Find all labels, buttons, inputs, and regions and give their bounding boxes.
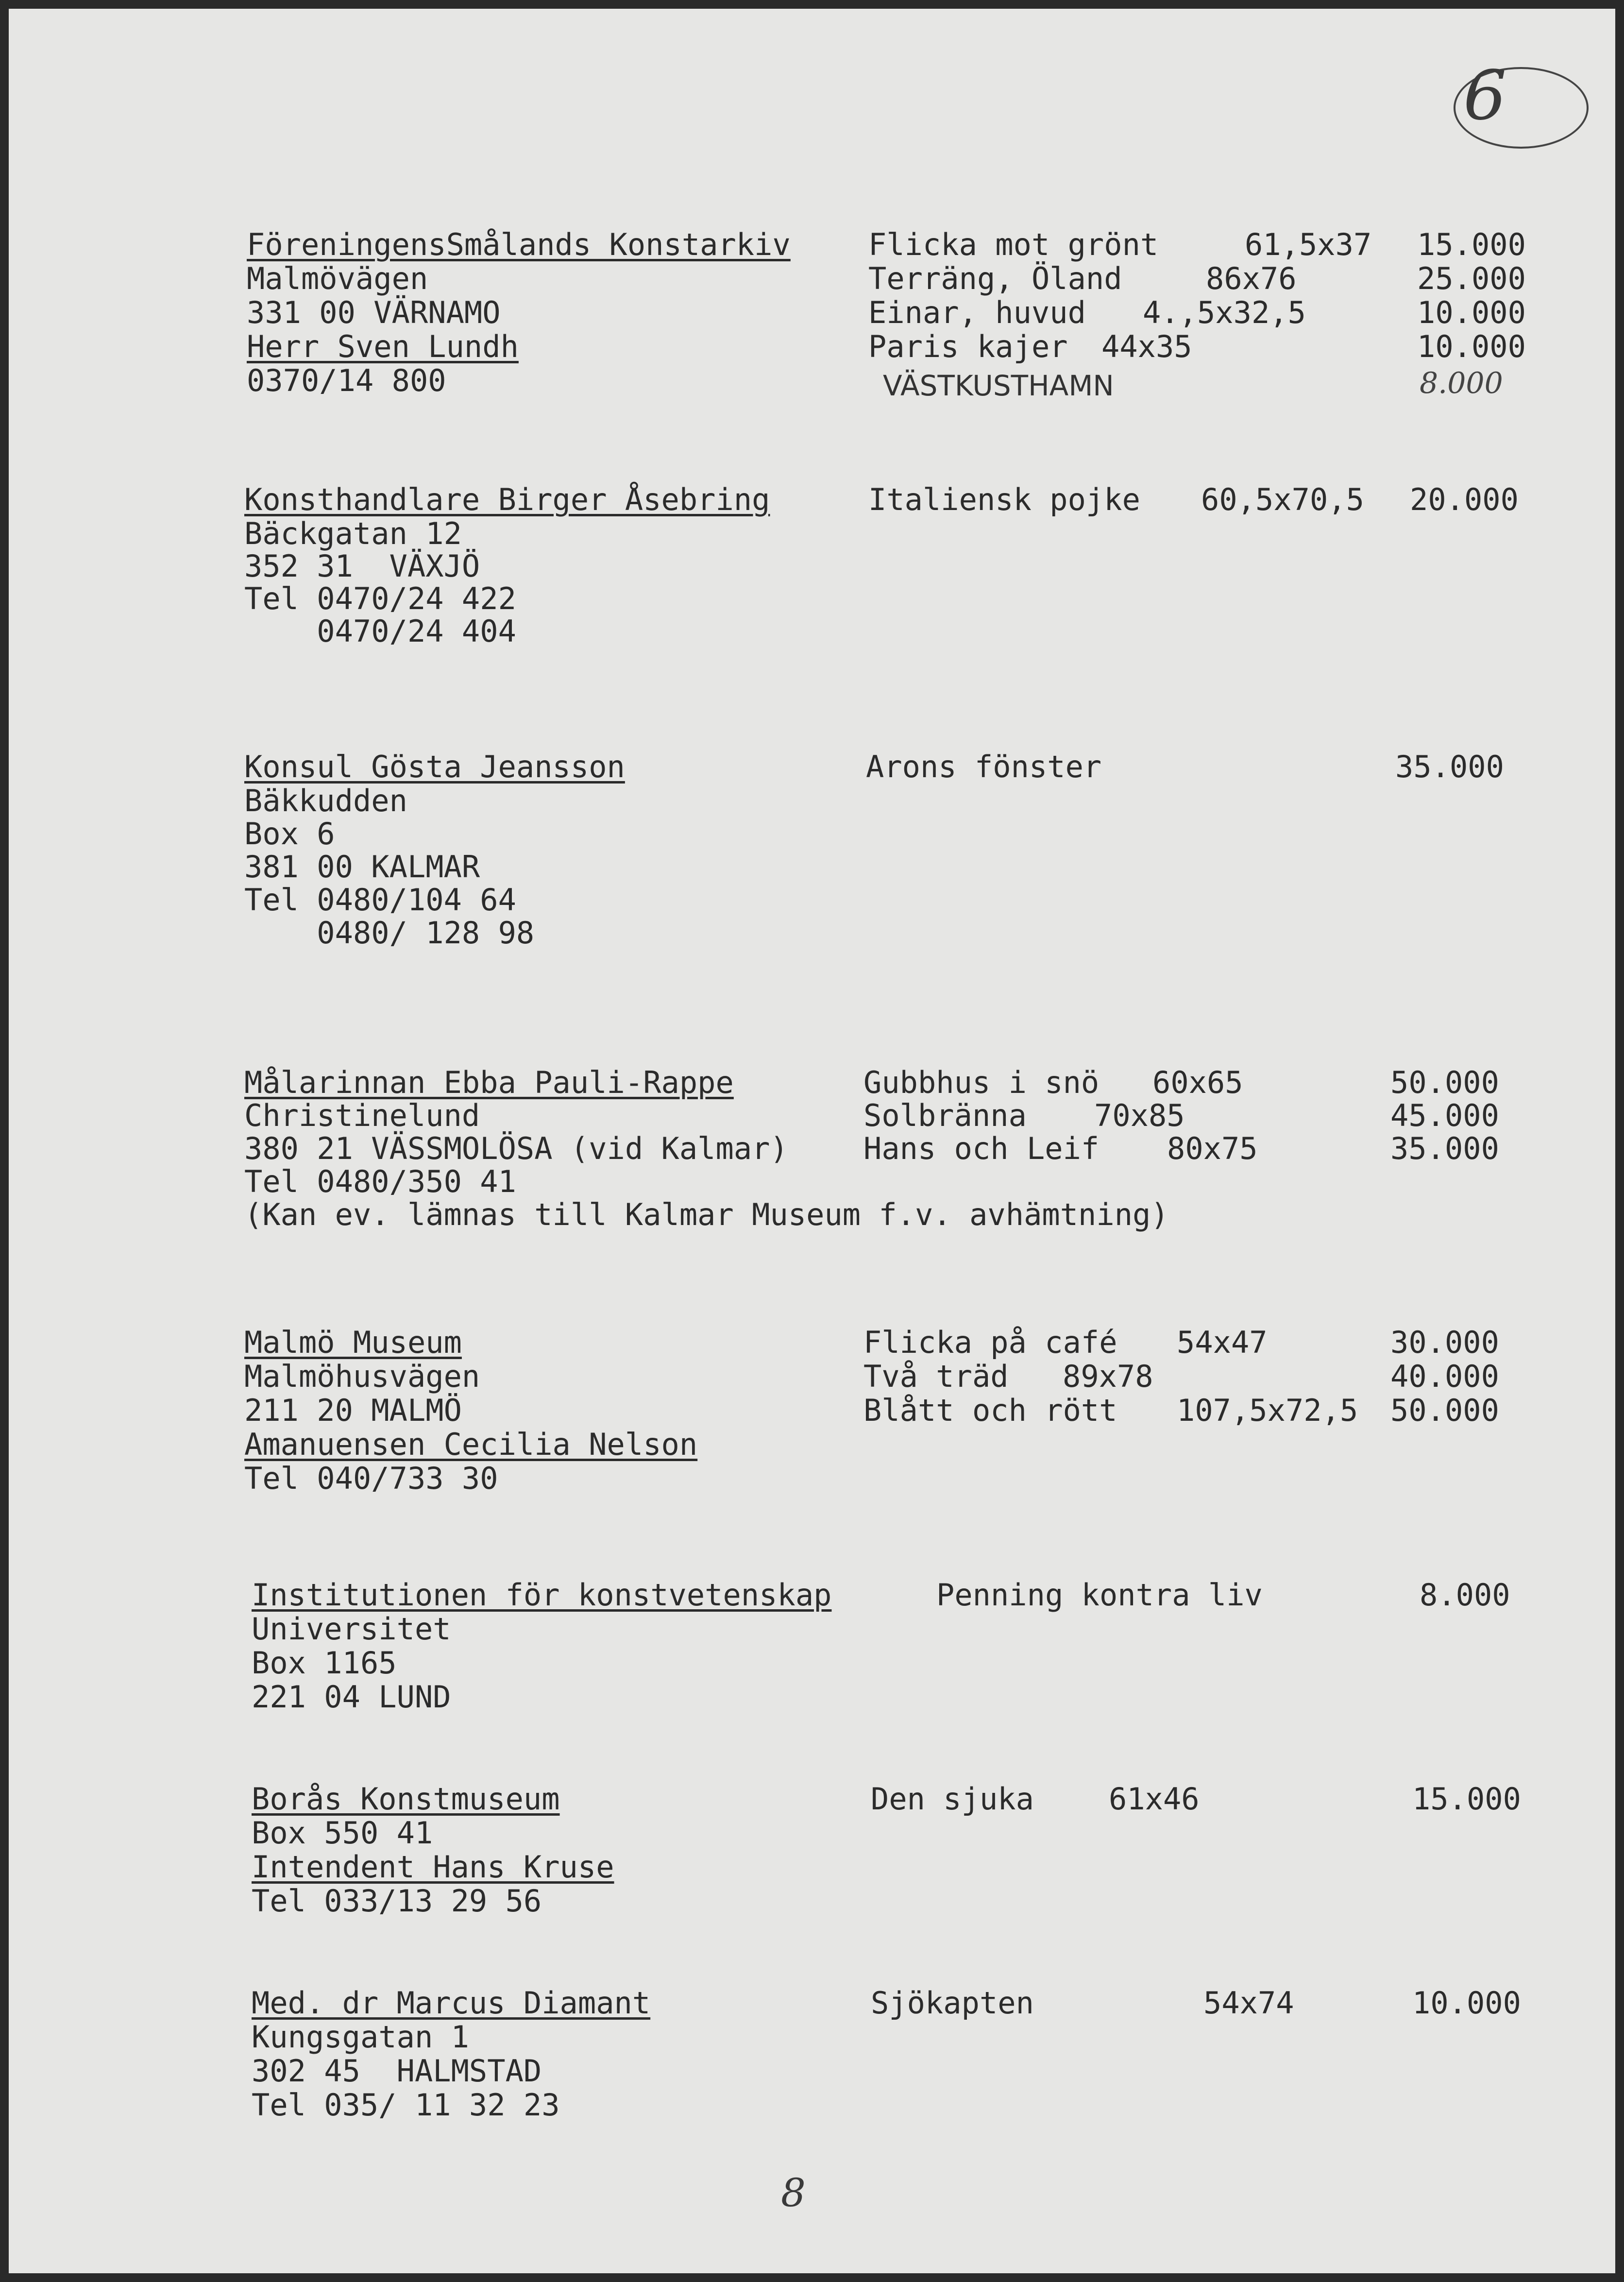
work-title: Arons fönster <box>866 749 1102 784</box>
address-line: 381 00 KALMAR <box>244 849 480 885</box>
work-size: 54x74 <box>1203 1985 1294 2021</box>
phone-line: Tel 0470/24 422 <box>244 581 516 616</box>
phone-line: Tel 033/13 29 56 <box>252 1883 542 1919</box>
work-price: 20.000 <box>1410 482 1519 517</box>
address-line: 221 04 LUND <box>252 1679 451 1715</box>
phone-line: 0480/ 128 98 <box>244 915 535 951</box>
lender-name: Malmö Museum <box>244 1325 462 1360</box>
work-title: Blått och rött <box>863 1393 1117 1428</box>
contact-person: Amanuensen Cecilia Nelson <box>244 1427 698 1462</box>
work-price: 35.000 <box>1390 1131 1499 1166</box>
lender-name: Konsthandlare Birger Åsebring <box>244 482 770 517</box>
work-price: 8.000 <box>1420 1577 1510 1613</box>
work-title: Hans och Leif <box>863 1131 1100 1166</box>
work-price: 10.000 <box>1412 1985 1521 2021</box>
work-price: 50.000 <box>1390 1393 1499 1428</box>
work-size: 89x78 <box>1063 1359 1153 1394</box>
note-line: (Kan ev. lämnas till Kalmar Museum f.v. avhämtning) <box>244 1197 1169 1232</box>
work-size: 4.,5x32,5 <box>1143 295 1306 330</box>
work-title: Sjökapten <box>871 1985 1034 2021</box>
phone-line: 0470/24 404 <box>244 613 516 649</box>
lender-name: Målarinnan Ebba Pauli-Rappe <box>244 1065 734 1100</box>
lender-name: FöreningensSmålands Konstarkiv <box>247 227 791 262</box>
work-price: 25.000 <box>1417 261 1526 296</box>
work-price: 50.000 <box>1390 1065 1499 1100</box>
work-price: 15.000 <box>1412 1781 1521 1817</box>
address-line: Bäkkudden <box>244 783 407 818</box>
work-price: 35.000 <box>1395 749 1504 784</box>
work-size: 80x75 <box>1167 1131 1258 1166</box>
lender-name: Med. dr Marcus Diamant <box>252 1985 651 2021</box>
work-title: Flicka på café <box>863 1325 1117 1360</box>
work-title: Solbränna <box>863 1098 1027 1133</box>
address-line: 352 31 VÄXJÖ <box>244 548 480 584</box>
work-size: 107,5x72,5 <box>1177 1393 1358 1428</box>
address-line: 380 21 VÄSSMOLÖSA (vid Kalmar) <box>244 1131 788 1166</box>
footer-number: 8 <box>781 2170 806 2215</box>
handwritten-annotation: VÄSTKUSTHAMN <box>883 369 1114 402</box>
work-title: Den sjuka <box>871 1781 1034 1817</box>
lender-name: Konsul Gösta Jeansson <box>244 749 625 784</box>
work-title: Två träd <box>863 1359 1009 1394</box>
document-page <box>9 9 1615 2273</box>
work-price: 30.000 <box>1390 1325 1499 1360</box>
work-size: 61,5x37 <box>1245 227 1372 262</box>
address-line: Box 550 41 <box>252 1815 433 1851</box>
work-title: Gubbhus i snö <box>863 1065 1100 1100</box>
work-size: 60x65 <box>1152 1065 1243 1100</box>
address-line: Universitet <box>252 1611 451 1647</box>
work-title: Paris kajer <box>868 329 1068 364</box>
work-price: 10.000 <box>1417 295 1526 330</box>
work-price: 15.000 <box>1417 227 1526 262</box>
contact-person: Herr Sven Lundh <box>247 329 519 364</box>
page-number: 6 <box>1463 56 1507 136</box>
contact-person: Intendent Hans Kruse <box>252 1849 614 1885</box>
address-line: 331 00 VÄRNAMO <box>247 295 501 330</box>
work-price: 45.000 <box>1390 1098 1499 1133</box>
work-price: 10.000 <box>1417 329 1526 364</box>
address-line: Malmövägen <box>247 261 428 296</box>
phone-line: Tel 040/733 30 <box>244 1461 498 1496</box>
address-line: 211 20 MALMÖ <box>244 1393 462 1428</box>
address-line: 302 45 HALMSTAD <box>252 2053 542 2089</box>
work-size: 70x85 <box>1094 1098 1185 1133</box>
work-title: Penning kontra liv <box>936 1577 1263 1613</box>
work-title: Terräng, Öland <box>868 261 1122 296</box>
address-line: Bäckgatan 12 <box>244 516 462 551</box>
phone-line: 0370/14 800 <box>247 363 446 398</box>
work-title: Einar, huvud <box>868 295 1086 330</box>
address-line: Box 1165 <box>252 1645 397 1681</box>
handwritten-price: 8.000 <box>1420 366 1503 400</box>
lender-name: Borås Konstmuseum <box>252 1781 560 1817</box>
work-title: Italiensk pojke <box>868 482 1140 517</box>
work-size: 44x35 <box>1101 329 1192 364</box>
phone-line: Tel 0480/350 41 <box>244 1164 516 1199</box>
work-size: 54x47 <box>1177 1325 1268 1360</box>
address-line: Box 6 <box>244 816 335 851</box>
address-line: Malmöhusvägen <box>244 1359 480 1394</box>
work-size: 60,5x70,5 <box>1201 482 1364 517</box>
work-size: 61x46 <box>1109 1781 1200 1817</box>
address-line: Kungsgatan 1 <box>252 2019 469 2055</box>
work-title: Flicka mot grönt <box>868 227 1159 262</box>
phone-line: Tel 0480/104 64 <box>244 882 516 918</box>
lender-name: Institutionen för konstvetenskap <box>252 1577 832 1613</box>
work-price: 40.000 <box>1390 1359 1499 1394</box>
phone-line: Tel 035/ 11 32 23 <box>252 2087 560 2123</box>
work-size: 86x76 <box>1206 261 1297 296</box>
address-line: Christinelund <box>244 1098 480 1133</box>
